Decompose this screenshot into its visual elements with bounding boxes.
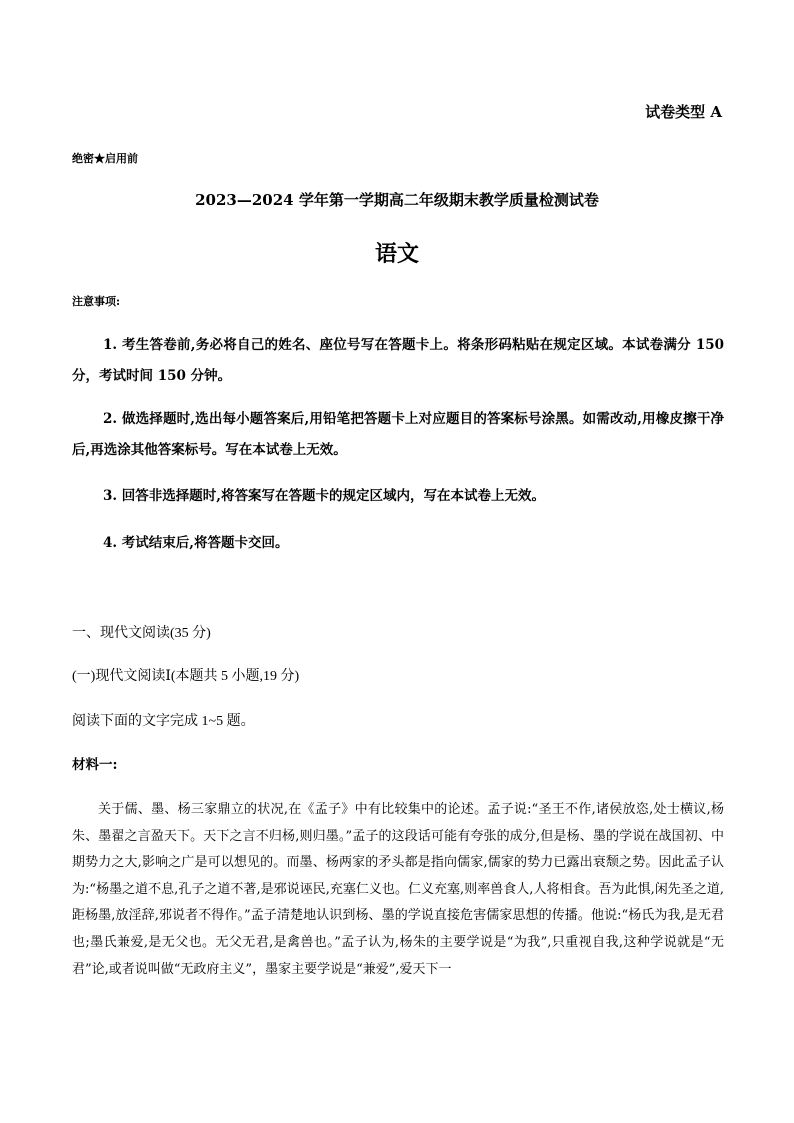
- notice-item: 3. 回答非选择题时,将答案写在答题卡的规定区域内，写在本试卷上无效。: [103, 488, 545, 504]
- notice-item: 2. 做选择题时,选出每小题答案后,用铅笔把答题卡上对应题目的答案标号涂黑。如需改动,用橡皮擦干净后,再选涂其他答案标号。写在本试卷上无效。: [72, 411, 724, 458]
- exam-title: 2023—2024 学年第一学期高二年级期末教学质量检测试卷: [195, 191, 599, 209]
- material-label: 材料一:: [72, 757, 118, 773]
- reading-instruction: 阅读下面的文字完成 1~5 题。: [72, 714, 255, 729]
- secrecy-label: 绝密★启用前: [72, 152, 138, 165]
- subject-title: 语文: [374, 241, 419, 267]
- subsection-title: (一)现代文阅读Ⅰ(本题共 5 小题,19 分): [72, 669, 300, 684]
- reading-passage: 关于儒、墨、杨三家鼎立的状况,在《孟子》中有比较集中的论述。孟子说:“圣王不作,诸侯放恣,处士横议,杨朱、墨翟之言盈天下。天下之言不归杨,则归墨。”孟子的这段话可能有夸张的成分,但是杨、墨的学说在战国初、中期势力之大,影响之广是可以想见的。而墨、杨两家的矛头都是指向儒家,儒家的势力已露出衰颓之势。因此孟子认为:“杨墨之道不息,孔子之道不著,是邪说诬民,充塞仁义也。仁义充塞,则率兽食人,人将相食。吾为此惧,闲先圣之道,距杨墨,放淫辞,邪说者不得作。”孟子清楚地认识到杨、墨的学说直接危害儒家思想的传播。他说:“杨氏为我,是无君也;墨氏兼爱,是无父也。无父无君,是禽兽也。”孟子认为,杨朱的主要学说是“为我”,只重视自我,这种学说就是“无君”论,或者说叫做“无政府主义”，墨家主要学说是“兼爱”,爱天下一: [72, 802, 724, 977]
- paper-type-label: 试卷类型 A: [645, 103, 722, 121]
- notice-heading: 注意事项:: [72, 295, 121, 308]
- notice-item: 4. 考试结束后,将答题卡交回。: [103, 535, 289, 551]
- notice-item: 1. 考生答卷前,务必将自己的姓名、座位号写在答题卡上。将条形码粘贴在规定区域。本试卷满分 150 分，考试时间 150 分钟。: [72, 337, 724, 384]
- section-title: 一、现代文阅读(35 分): [72, 626, 211, 641]
